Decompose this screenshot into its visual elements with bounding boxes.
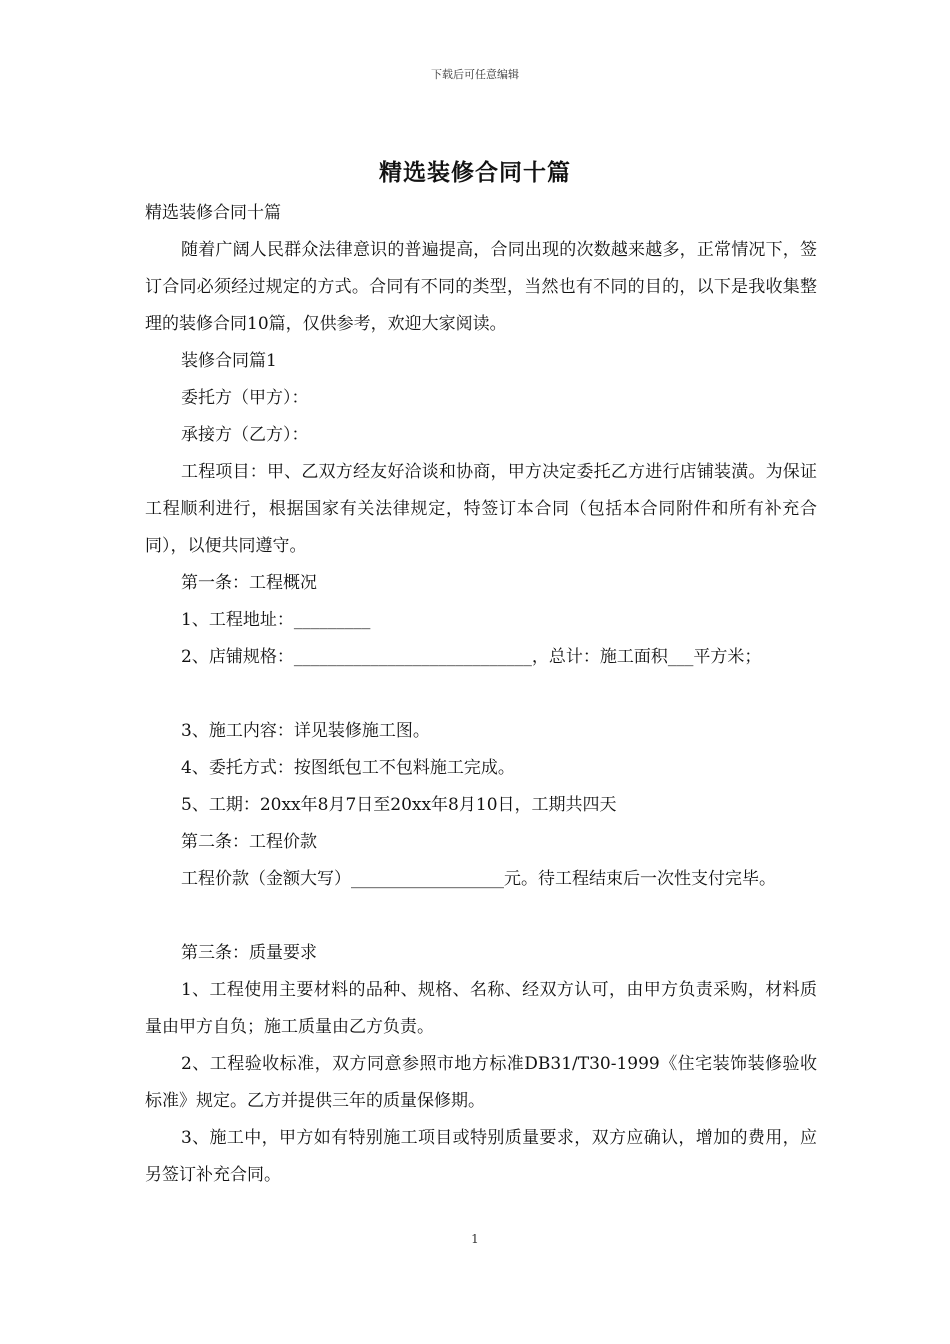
party-b-line: 承接方（乙方）： <box>181 425 309 445</box>
page-number: 1 <box>471 1232 479 1246</box>
section-heading-contract-1: 装修合同篇1 <box>181 351 277 371</box>
subtitle-line: 精选装修合同十篇 <box>145 203 281 223</box>
item-address: 1、工程地址：_________ <box>181 610 371 630</box>
quality-item-3: 3、施工中，甲方如有特别施工项目或特别质量要求，双方应确认，增加的费用，应另签订补充合同。 <box>145 1128 817 1185</box>
article-1-heading: 第一条：工程概况 <box>181 573 317 593</box>
article-2-heading: 第二条：工程价款 <box>181 832 317 852</box>
article-3-heading: 第三条：质量要求 <box>181 943 317 963</box>
quality-item-1: 1、工程使用主要材料的品种、规格、名称、经双方认可，由甲方负责采购，材料质量由甲方自负；施工质量由乙方负责。 <box>145 980 817 1037</box>
item-commission-method: 4、委托方式：按图纸包工不包料施工完成。 <box>181 758 515 778</box>
quality-item-2: 2、工程验收标准，双方同意参照市地方标准DB31/T30-1999《住宅装饰装修验收标准》规定。乙方并提供三年的质量保修期。 <box>145 1054 817 1111</box>
party-a-line: 委托方（甲方）： <box>181 388 309 408</box>
intro-paragraph: 随着广阔人民群众法律意识的普遍提高，合同出现的次数越来越多，正常情况下，签订合同必须经过规定的方式。合同有不同的类型，当然也有不同的目的，以下是我收集整理的装修合同10篇，仅供参考，欢迎大家阅读。 <box>145 240 817 334</box>
document-title: 精选装修合同十篇 <box>379 159 571 186</box>
project-paragraph: 工程项目：甲、乙双方经友好洽谈和协商，甲方决定委托乙方进行店铺装潢。为保证工程顺利进行，根据国家有关法律规定，特签订本合同（包括本合同附件和所有补充合同），以便共同遵守。 <box>145 462 817 556</box>
item-construction-content: 3、施工内容：详见装修施工图。 <box>181 721 430 741</box>
item-duration: 5、工期：20xx年8月7日至20xx年8月10日，工期共四天 <box>181 795 617 815</box>
price-paragraph: 工程价款（金额大写）__________________元。待工程结束后一次性支付完毕。 <box>181 869 776 889</box>
page-header: 下载后可任意编辑 <box>431 68 519 81</box>
item-shop-spec: 2、店铺规格：____________________________，总计：施工面积___平方米； <box>181 647 762 667</box>
